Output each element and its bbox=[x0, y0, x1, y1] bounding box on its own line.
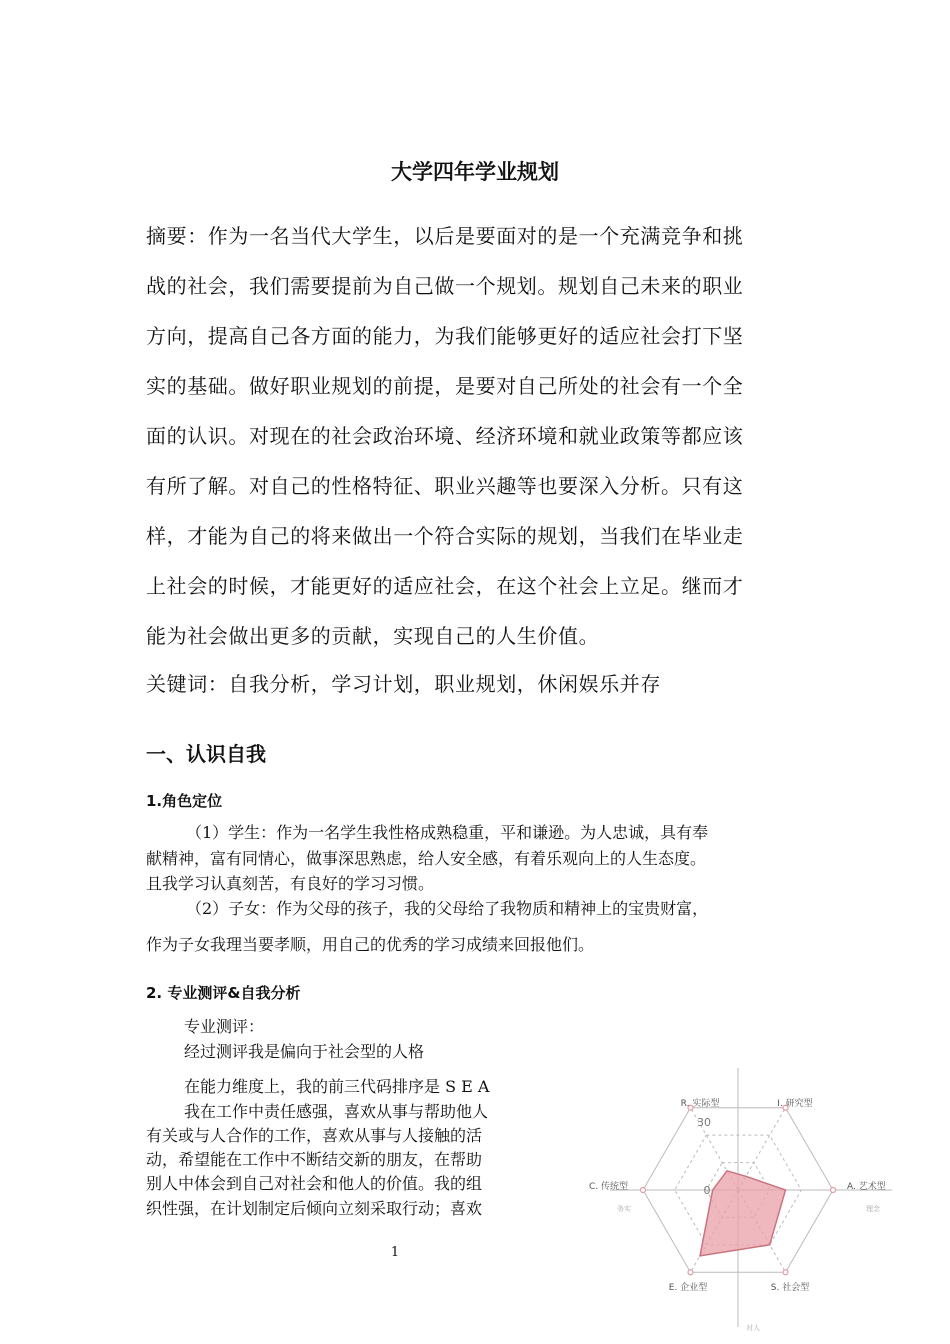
body-line: （1）学生：作为一名学生我性格成熟稳重，平和谦逊。为人忠诚，具有奉 bbox=[186, 823, 709, 842]
radar-axis-left-label: 务实 bbox=[617, 1205, 631, 1213]
radar-vertex bbox=[831, 1188, 836, 1193]
abstract-line: 战的社会，我们需要提前为自己做一个规划。规划自己未来的职业 bbox=[146, 274, 744, 298]
body-line: 经过测评我是偏向于社会型的人格 bbox=[184, 1042, 425, 1061]
radar-data-area bbox=[700, 1171, 786, 1256]
section-heading: 一、认识自我 bbox=[146, 742, 266, 766]
document-title: 大学四年学业规划 bbox=[391, 160, 559, 184]
body-line: 我在工作中责任感强，喜欢从事与帮助他人 bbox=[184, 1102, 489, 1121]
abstract-line: 面的认识。对现在的社会政治环境、经济环境和就业政策等都应该 bbox=[146, 424, 744, 448]
abstract-line: 有所了解。对自己的性格特征、职业兴趣等也要深入分析。只有这 bbox=[146, 474, 744, 498]
subsection-heading: 1.角色定位 bbox=[146, 792, 223, 810]
body-line: 献精神，富有同情心，做事深思熟虑，给人安全感，有着乐观向上的人生态度。 bbox=[146, 849, 707, 868]
abstract-line: 样，才能为自己的将来做出一个符合实际的规划，当我们在毕业走 bbox=[146, 524, 744, 548]
body-line: 作为子女我理当要孝顺，用自己的优秀的学习成绩来回报他们。 bbox=[146, 935, 595, 954]
abstract-line: 上社会的时候，才能更好的适应社会，在这个社会上立足。继而才 bbox=[146, 574, 744, 598]
body-line: 在能力维度上，我的前三代码排序是 S E A bbox=[184, 1077, 490, 1096]
keywords-line: 关键词：自我分析，学习计划，职业规划，休闲娱乐并存 bbox=[146, 672, 661, 696]
body-line: 有关或与人合作的工作，喜欢从事与人接触的活 bbox=[146, 1126, 483, 1145]
radar-category-label: C. 传统型 bbox=[588, 1182, 628, 1192]
abstract-line: 实的基础。做好职业规划的前提，是要对自己所处的社会有一个全 bbox=[146, 374, 744, 398]
abstract-line: 方向，提高自己各方面的能力，为我们能够更好的适应社会打下坚 bbox=[146, 324, 744, 348]
subsection-heading: 2. 专业测评&自我分析 bbox=[146, 984, 301, 1002]
body-line: 别人中体会到自己对社会和他人的价值。我的组 bbox=[146, 1174, 483, 1193]
radar-category-label: I. 研究型 bbox=[777, 1099, 813, 1109]
radar-axis-right-label: 理念 bbox=[866, 1205, 880, 1213]
holland-radar-chart bbox=[588, 1065, 900, 1344]
abstract-line: 能为社会做出更多的贡献，实现自己的人生价值。 bbox=[146, 624, 600, 648]
radar-category-label: S. 社会型 bbox=[770, 1283, 810, 1293]
radar-scale-max-label: 30 bbox=[697, 1116, 711, 1129]
abstract-line: 摘要：作为一名当代大学生，以后是要面对的是一个充满竞争和挑 bbox=[146, 224, 744, 248]
radar-axis-bottom-label: 对人 bbox=[746, 1324, 760, 1332]
radar-vertex bbox=[641, 1188, 646, 1193]
body-line: （2）子女：作为父母的孩子，我的父母给了我物质和精神上的宝贵财富， bbox=[186, 899, 709, 918]
radar-category-label: R. 实际型 bbox=[680, 1099, 720, 1109]
radar-vertex bbox=[688, 1270, 693, 1275]
body-line: 且我学习认真刻苦，有良好的学习习惯。 bbox=[146, 874, 435, 893]
body-line: 动，希望能在工作中不断结交新的朋友，在帮助 bbox=[146, 1150, 483, 1169]
radar-category-label: E. 企业型 bbox=[668, 1283, 708, 1293]
body-line: 专业测评： bbox=[184, 1017, 265, 1036]
radar-category-label: A. 艺术型 bbox=[847, 1182, 886, 1192]
radar-vertex bbox=[783, 1270, 788, 1275]
body-line: 织性强，在计划制定后倾向立刻采取行动；喜欢 bbox=[146, 1199, 483, 1218]
page-number: 1 bbox=[390, 1245, 400, 1260]
radar-scale-zero-label: 0 bbox=[703, 1184, 711, 1197]
